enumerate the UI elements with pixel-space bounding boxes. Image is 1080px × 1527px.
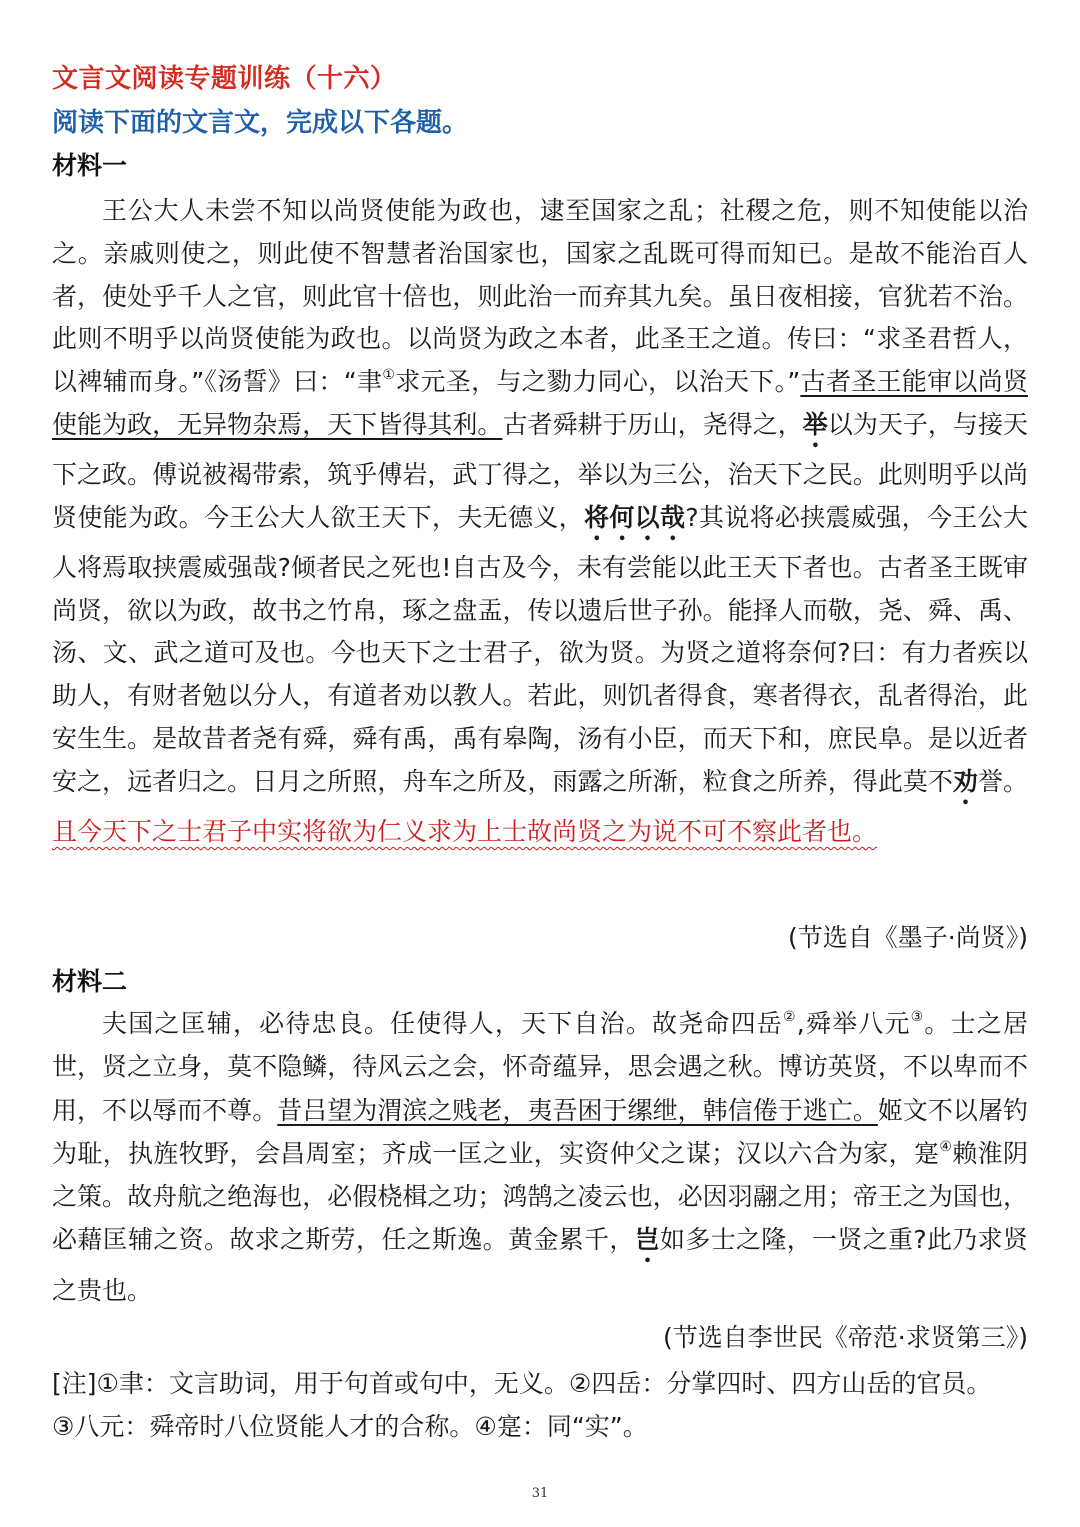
underlined-sentence: 古者圣王能审以尚贤使能为政，无异物杂焉，天下皆得其利。 — [52, 367, 1029, 439]
page-title: 文言文阅读专题训练（十六） — [52, 64, 397, 94]
material2-passage — [52, 1002, 1028, 1313]
emphasized-phrase: 将何以哉 — [584, 502, 686, 532]
passage-text: 古者舜耕于历山，尧得之， — [502, 409, 803, 439]
passage-text: 夫国之匡辅，必待忠良。任使得人，天下自治。故尧命四岳 — [102, 1009, 783, 1038]
passage-text: 。士之居世，贤之立身，莫不隐鳞，待风云之会，怀奇蕴异，思会遇之秋。博访英贤，不以卑而不用，不以辱而不尊。 — [52, 1009, 1028, 1125]
passage-text: 赖淮阴之策。故舟航之绝海也，必假桡楫之功；鸿鹄之凌云也，必因羽翮之用；帝王之为国也，必藉匡辅之资。故求之斯劳，任之斯逸。黄金累千， — [52, 1138, 1028, 1255]
instruction-text: 阅读下面的文言文，完成以下各题。 — [52, 108, 469, 138]
underlined-sentence: 昔吕望为渭滨之贱老，夷吾困于缧绁，韩信倦于逃亡。 — [277, 1095, 878, 1125]
material2-heading: 材料二 — [52, 967, 128, 996]
note-line: [注]①聿：文言助词，用于句首或句中，无义。②四岳：分掌四时、四方山岳的官员。 — [52, 1369, 992, 1398]
unpunctuated-sentence: 且今天下之士君子中实将欲为仁义求为上士故尚贤之为说不可不察此者也。 — [52, 816, 878, 846]
passage-text: 誉。 — [977, 766, 1028, 796]
passage-text: 求元圣，与之勠力同心，以治天下。” — [395, 367, 801, 397]
annotation-notes — [52, 1362, 1028, 1448]
passage-text: ?其说将必挟震威强，今王公大人将焉取挟震威强哉?倾者民之死也!自古及今，未有尝能以此王天下者也。古者圣王既审尚贤，欲以为政，故书之竹帛，琢之盘盂，传以遗后世子孙。能择人而敬，尧、舜、禹、汤、文、武之道可及也。今也天下之士君子，欲为贤。为贤之道将奈何?曰：有力者疾以助人，有财者勉以分人，有道者劝以教人。若此，则饥者得食，寒者得衣，乱者得治，此安生生。是故昔者尧有舜，舜有禹，禹有皋陶，汤有小臣，而天下和，庶民阜。是以近者安之，远者归之。日月之所照，舟车之所及，雨露之所渐，粒食之所养，得此莫不 — [52, 502, 1028, 796]
emphasized-word: 岂 — [634, 1225, 661, 1255]
footnote-marker: ② — [782, 1009, 797, 1025]
footnote-marker: ④ — [939, 1138, 953, 1155]
page-number: 31 — [531, 1486, 549, 1501]
footnote-marker: ① — [382, 367, 396, 384]
passage-text: 姬文不以屠钓为耻，执旌牧野，会昌周室；齐成一匡之业，实资仲父之谋；汉以六合为家，寔 — [52, 1095, 1028, 1168]
passage-text: 王公大人未尝不知以尚贤使能为政也，逮至国家之乱；社稷之危，则不知使能以治之。亲戚则使之，则此使不智慧者治国家也，国家之乱既可得而知已。是故不能治百人者，使处乎千人之官，则此官十倍也，则此治一而弃其九矣。虽日夜相接，官犹若不治。此则不明乎以尚贤使能为政也。以尚贤为政之本者，此圣王之道。传曰：“求圣君哲人，以裨辅而身。”《汤誓》曰：“聿 — [52, 196, 1028, 397]
footnote-marker: ③ — [910, 1009, 925, 1025]
passage-text: 以为天子，与接天下之政。傅说被褐带索，筑乎傅岩，武丁得之，举以为三公，治天下之民。此则明乎以尚贤使能为政。今王公大人欲王天下，夫无德义， — [52, 409, 1028, 532]
note-line: ③八元：舜帝时八位贤能人才的合称。④寔：同“实”。 — [52, 1412, 648, 1441]
passage-text: ,舜举八元 — [796, 1009, 911, 1038]
material1-heading: 材料一 — [52, 151, 128, 180]
emphasized-word: 举 — [802, 409, 828, 439]
passage-text: 如多士之隆，一贤之重?此乃求贤之贵也。 — [52, 1225, 1028, 1306]
material1-passage — [52, 190, 1028, 854]
material2-source: (节选自李世民《帝范·求贤第三》) — [663, 1323, 1028, 1352]
emphasized-word: 劝 — [952, 766, 978, 796]
material1-source: (节选自《墨子·尚贤》) — [788, 923, 1028, 952]
